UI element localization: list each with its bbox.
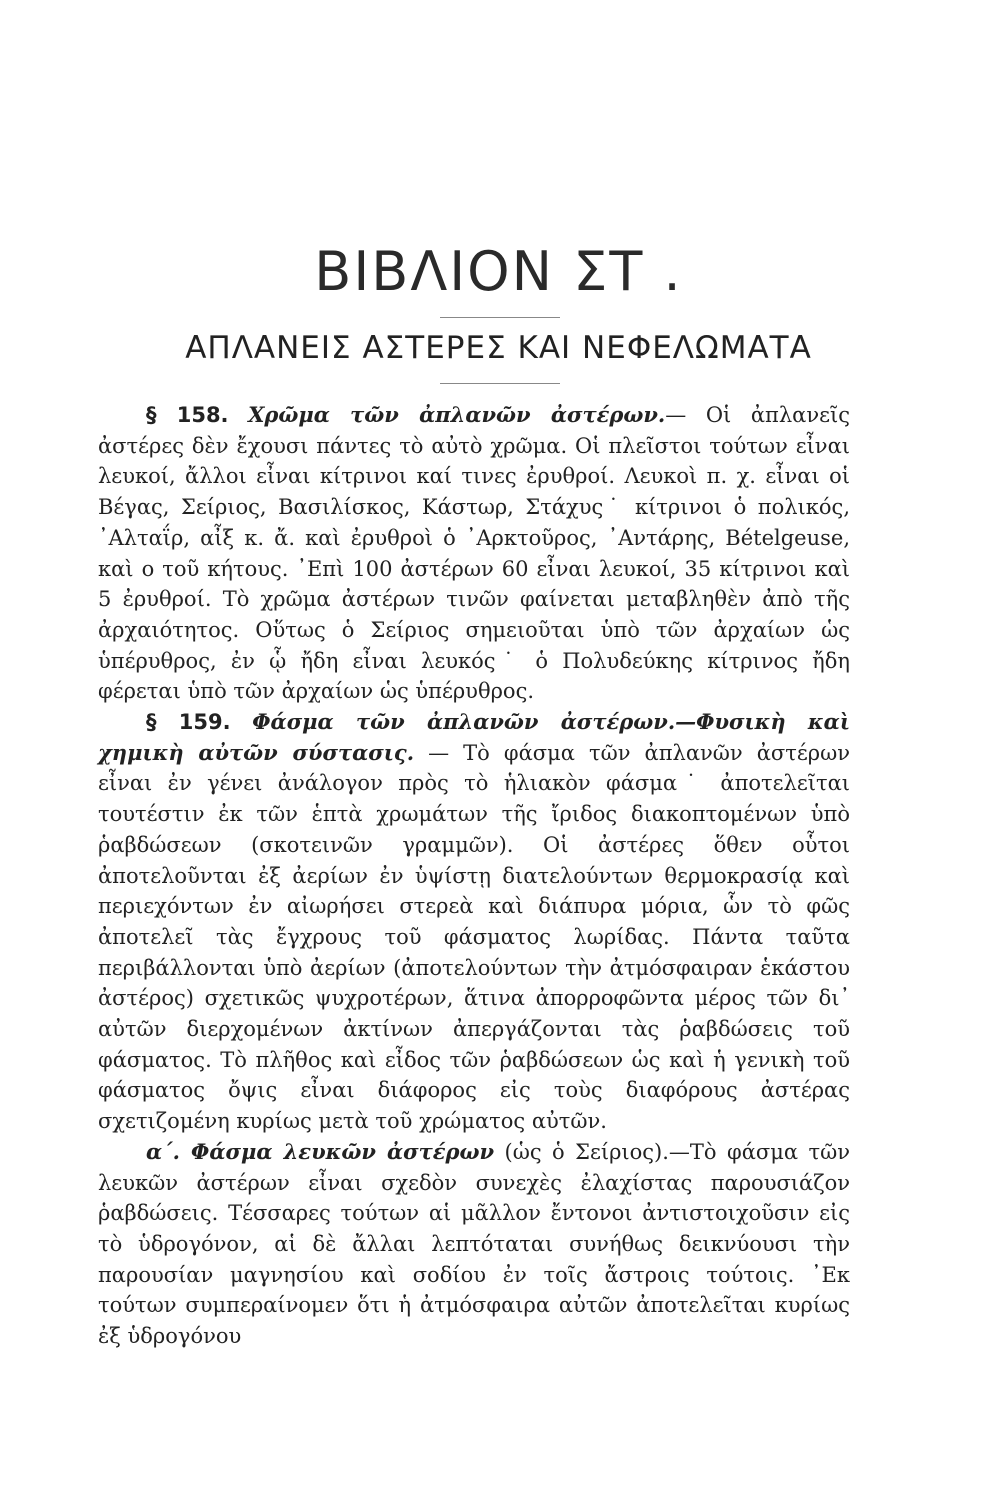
body-text bbox=[98, 400, 850, 1352]
section-body: — Οἱ ἀπλανεῖς ἀστέρες δὲν ἔχουσι πάντες τὸ αὐτὸ χρῶμα. Οἱ πλεῖστοι τούτων εἶναι λευκοί, ἄλλοι εἶναι κίτρινοι καί τινες ἐρυθροί. Λευκοὶ π. χ. εἶναι οἱ Βέγας, Σείριος, Βασιλίσκος, Κάστωρ, Στάχυς˙ κίτρινοι ὁ πολικός, ᾿Αλταΐρ, αἶξ κ. ἄ. καὶ ἐρυθροὶ ὁ ᾿Αρκτοῦρος, ᾿Αντάρης, Bételgeuse, καὶ ο τοῦ κήτους. ᾿Επὶ 100 ἀστέρων 60 εἶναι λευκοί, 35 κίτρινοι καὶ 5 ἐρυθροί. Τὸ χρῶμα ἀστέρων τινῶν φαίνεται μεταβληθὲν ἀπὸ τῆς ἀρχαιότητος. Οὕτως ὁ Σείριος σημειοῦται ὑπὸ τῶν ἀρχαίων ὡς ὑπέρυθρος, ἐν ᾧ ἤδη εἶναι λευκός˙ ὁ Πολυδεύκης κίτρινος ἤδη φέρεται ὑπὸ τῶν ἀρχαίων ὡς ὑπέρυθρος. bbox=[98, 403, 850, 704]
section-number: § 159. bbox=[146, 710, 231, 735]
subsection-label: α΄. Φάσμα λευκῶν ἀστέρων bbox=[146, 1138, 495, 1164]
book-title: ΒΙΒΛΙΟΝ ΣΤ . bbox=[314, 240, 683, 303]
section-body: — Τὸ φάσμα τῶν ἀπλανῶν ἀστέρων εἶναι ἐν γένει ἀνάλογον πρὸς τὸ ἡλιακὸν φάσμα˙ ἀποτελεῖται τουτέστιν ἐκ τῶν ἑπτὰ χρωμάτων τῆς ἴριδος διακοπτομένων ὑπὸ ῥαβδώσεων (σκοτεινῶν γραμμῶν). Οἱ ἀστέρες ὅθεν οὗτοι ἀποτελοῦνται ἐξ ἀερίων ἐν ὑψίστῃ διατελούντων θερμοκρασίᾳ καὶ περιεχόντων ἐν αἰωρήσει στερεὰ καὶ διάπυρα μόρια, ὧν τὸ φῶς ἀποτελεῖ τὰς ἔγχρους τοῦ φάσματος λωρίδας. Πάντα ταῦτα περιβάλλονται ὑπὸ ἀερίων (ἀποτελούντων τὴν ἀτμόσφαιραν ἑκάστου ἀστέρος) σχετικῶς ψυχροτέρων, ἅτινα ἀπορροφῶντα μέρος τῶν δι᾿ αὐτῶν διερχομένων ἀκτίνων ἀπεργάζονται τὰς ῥαβδώσεις τοῦ φάσματος. Τὸ πλῆθος καὶ εἶδος τῶν ῥαβδώσεων ὡς καὶ ἡ γενικὴ τοῦ φάσματος ὄψις εἶναι διάφορος εἰς τοὺς διαφόρους ἀστέρας σχετιζομένη κυρίως μετὰ τοῦ χρώματος αὐτῶν. bbox=[98, 740, 851, 1134]
chapter-subtitle: ΑΠΛΑΝΕΙΣ ΑΣΤΕΡΕΣ ΚΑΙ ΝΕΦΕΛΩΜΑΤΑ bbox=[185, 330, 812, 366]
subtitle-divider bbox=[440, 383, 560, 384]
section-number: § 158. bbox=[146, 403, 229, 427]
subsection-body: (ὡς ὁ Σείριος).—Τὸ φάσμα τῶν λευκῶν ἀστέρων εἶναι σχεδὸν συνεχὲς ἐλαχίστας παρουσιάζον ῥαβδώσεις. Τέσσαρες τούτων αἱ μᾶλλον ἔντονοι ἀντιστοιχοῦσιν εἰς τὸ ὑδρογόνον, αἱ δὲ ἄλλαι λεπτόταται συνήθως δεικνύουσι τὴν παρουσίαν μαγνησίου καὶ σοδίου ἐν τοῖς ἄστροις τούτοις. ᾿Εκ τούτων συμπεραίνομεν ὅτι ἡ ἀτμόσφαιρα αὐτῶν ἀποτελεῖται κυρίως ἐξ ὑδρογόνου bbox=[98, 1139, 851, 1349]
section-159-paragraph bbox=[98, 707, 850, 1137]
title-divider bbox=[440, 317, 560, 318]
subsection-paragraph bbox=[98, 1137, 850, 1352]
section-158-paragraph bbox=[98, 400, 850, 707]
section-title: Χρῶμα τῶν ἀπλανῶν ἀστέρων. bbox=[248, 402, 666, 427]
section-title: Φάσμα τῶν ἀπλανῶν ἀστέρων.—Φυσικὴ καὶ χημικὴ αὐτῶν σύστασις. bbox=[98, 709, 850, 765]
